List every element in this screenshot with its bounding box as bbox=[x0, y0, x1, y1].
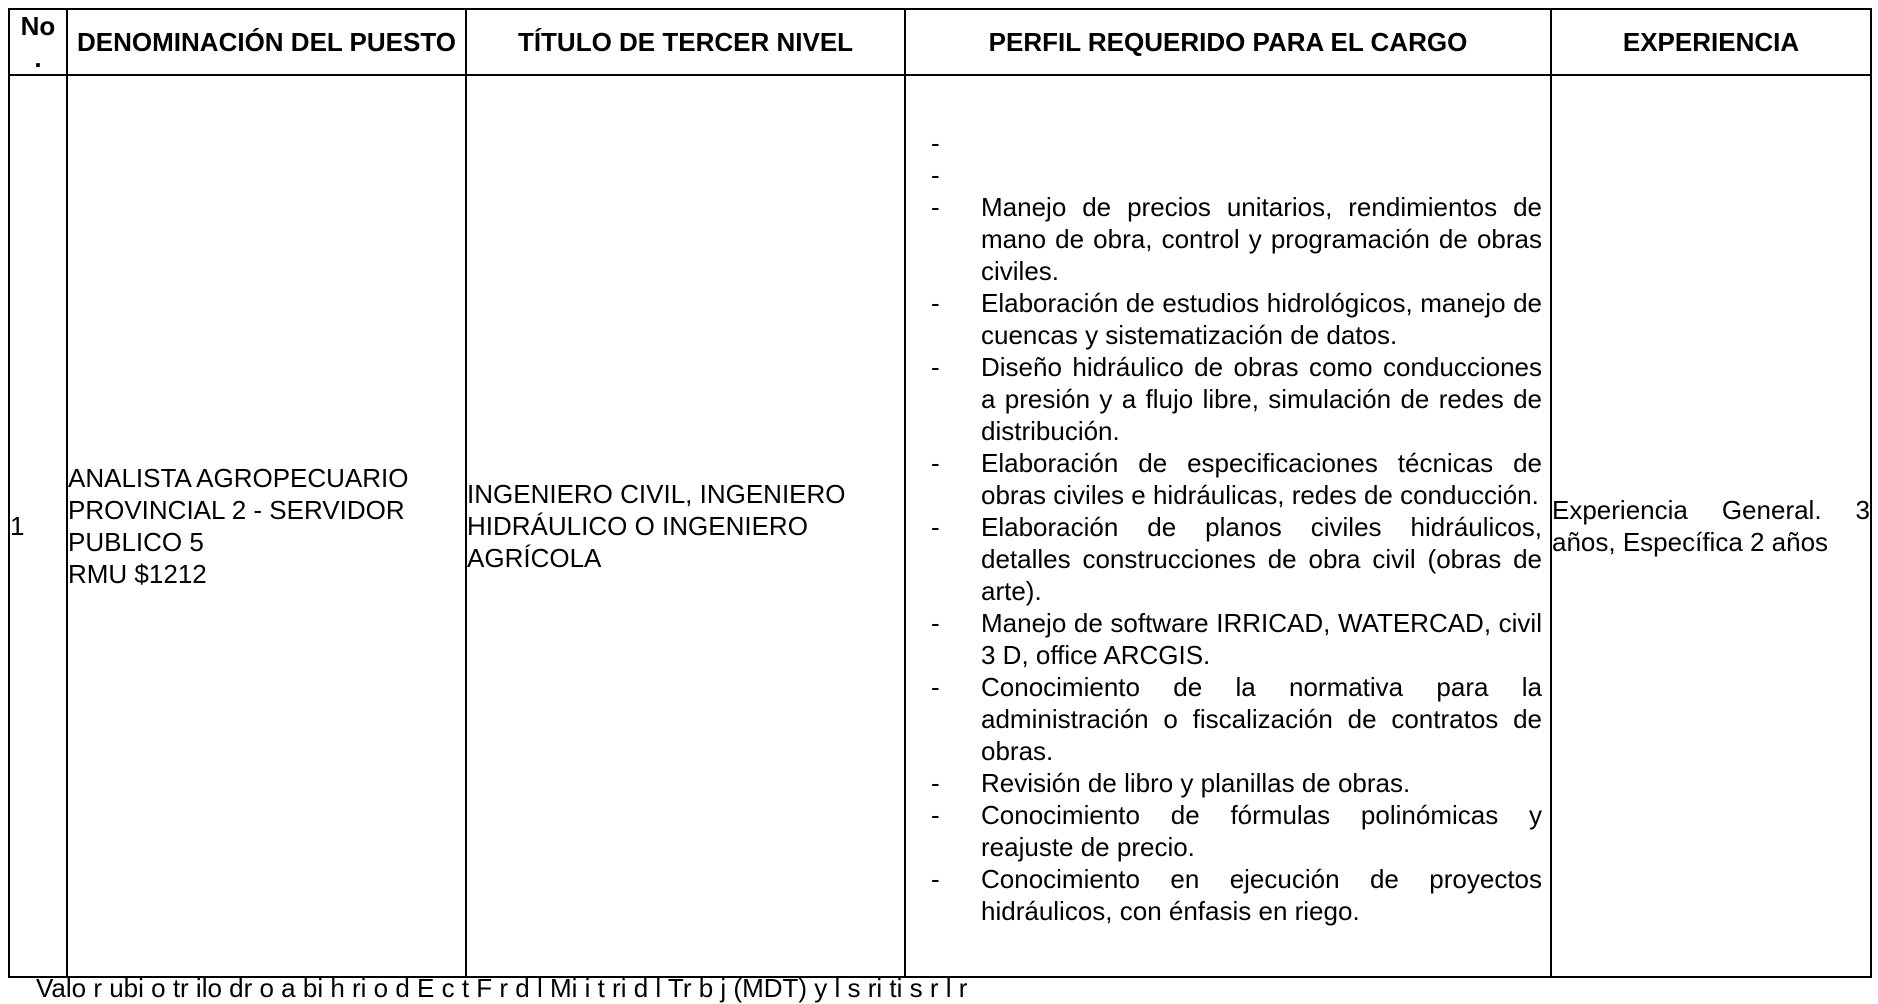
perfil-item-text: Elaboración de estudios hidrológicos, manejo de cuencas y sistematización de datos. bbox=[981, 288, 1542, 350]
cell-no: 1 bbox=[9, 75, 67, 977]
header-perfil: PERFIL REQUERIDO PARA EL CARGO bbox=[905, 9, 1551, 75]
bullet-dash: - bbox=[931, 864, 940, 894]
header-titulo: TÍTULO DE TERCER NIVEL bbox=[466, 9, 905, 75]
perfil-item bbox=[906, 799, 1542, 863]
perfil-item bbox=[906, 127, 1542, 159]
perfil-item-text bbox=[981, 127, 1542, 159]
perfil-item bbox=[906, 863, 1542, 927]
bullet-dash: - bbox=[931, 128, 940, 158]
perfil-item bbox=[906, 447, 1542, 511]
bullet-dash: - bbox=[931, 672, 940, 702]
header-experiencia: EXPERIENCIA bbox=[1551, 9, 1871, 75]
perfil-item bbox=[906, 511, 1542, 607]
header-no: No . bbox=[9, 9, 67, 75]
perfil-item-text: Manejo de software IRRICAD, WATERCAD, civil 3 D, office ARCGIS. bbox=[981, 608, 1542, 670]
perfil-item-text: Conocimiento de la normativa para la administración o fiscalización de contratos de obras. bbox=[981, 672, 1542, 766]
cell-perfil bbox=[905, 75, 1551, 977]
bullet-dash: - bbox=[931, 448, 940, 478]
perfil-item bbox=[906, 287, 1542, 351]
perfil-item bbox=[906, 351, 1542, 447]
bullet-dash: - bbox=[931, 512, 940, 542]
perfil-item bbox=[906, 671, 1542, 767]
perfil-item-text: Elaboración de planos civiles hidráulicos, detalles construcciones de obra civil (obras de arte). bbox=[981, 512, 1542, 606]
perfil-item bbox=[906, 191, 1542, 287]
job-requirements-table bbox=[8, 8, 1872, 978]
bullet-dash: - bbox=[931, 192, 940, 222]
perfil-item-text: Diseño hidráulico de obras como conducciones a presión y a flujo libre, simulación de redes de distribución. bbox=[981, 352, 1542, 446]
perfil-item bbox=[906, 607, 1542, 671]
cell-titulo: INGENIERO CIVIL, INGENIERO HIDRÁULICO O INGENIERO AGRÍCOLA bbox=[466, 75, 905, 977]
bullet-dash: - bbox=[931, 768, 940, 798]
footer-cut-text: Valo r ubi o tr ilo dr o a bi h ri o d E c t F r d l Mi i t ri d l Tr b j (MDT) y l s ri ti s r l r bbox=[36, 973, 968, 1003]
table-row bbox=[9, 75, 1871, 977]
table-header-row bbox=[9, 9, 1871, 75]
perfil-item bbox=[906, 159, 1542, 191]
bullet-dash: - bbox=[931, 288, 940, 318]
cell-puesto: ANALISTA AGROPECUARIO PROVINCIAL 2 - SERVIDOR PUBLICO 5 RMU $1212 bbox=[67, 75, 466, 977]
perfil-list bbox=[906, 125, 1550, 927]
bullet-dash: - bbox=[931, 800, 940, 830]
bullet-dash: - bbox=[931, 608, 940, 638]
perfil-item bbox=[906, 767, 1542, 799]
perfil-item-text: Manejo de precios unitarios, rendimientos de mano de obra, control y programación de obras civiles. bbox=[981, 192, 1542, 286]
perfil-item-text: Revisión de libro y planillas de obras. bbox=[981, 768, 1411, 798]
perfil-item-text: Conocimiento en ejecución de proyectos hidráulicos, con énfasis en riego. bbox=[981, 864, 1542, 926]
bullet-dash: - bbox=[931, 160, 940, 190]
perfil-item-text: Elaboración de especificaciones técnicas de obras civiles e hidráulicas, redes de conducción. bbox=[981, 448, 1542, 510]
perfil-item-text bbox=[981, 159, 1542, 191]
perfil-item-text: Conocimiento de fórmulas polinómicas y reajuste de precio. bbox=[981, 800, 1542, 862]
cell-experiencia: Experiencia General. 3 años, Específica 2 años bbox=[1551, 75, 1871, 977]
bullet-dash: - bbox=[931, 352, 940, 382]
header-puesto: DENOMINACIÓN DEL PUESTO bbox=[67, 9, 466, 75]
